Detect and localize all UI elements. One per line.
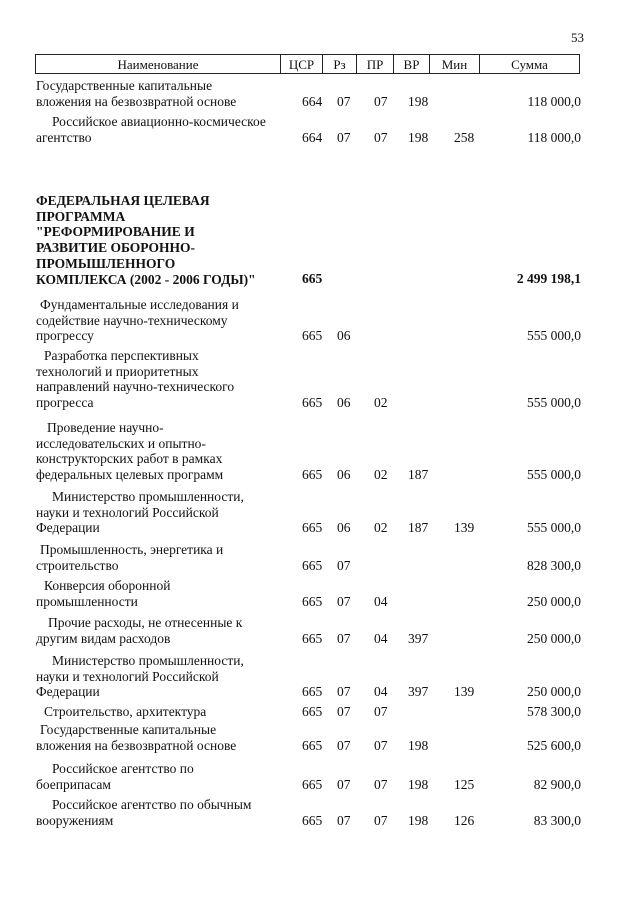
row-name-line: ПРОМЫШЛЕННОГО — [36, 255, 176, 271]
page-number: 53 — [571, 30, 584, 45]
row-rz: 06 — [337, 395, 351, 411]
header-rz: Рз — [322, 54, 357, 74]
row-name-line: боеприпасам — [36, 776, 111, 792]
row-name-line: Строительство, архитектура — [44, 704, 207, 719]
row-sum: 555 000,0 — [527, 328, 581, 344]
row-sum: 118 000,0 — [527, 129, 581, 145]
row-csr: 665 — [302, 271, 323, 287]
table-row — [0, 297, 640, 344]
table-row — [0, 578, 640, 609]
row-pr: 07 — [374, 737, 388, 753]
row-name — [36, 420, 307, 483]
row-rz: 06 — [337, 520, 351, 536]
header-sum: Сумма — [479, 54, 580, 74]
row-vr: 198 — [408, 812, 429, 828]
row-min: 139 — [454, 684, 475, 700]
row-name-line: Разработка перспективных — [44, 348, 199, 363]
row-name-line: науки и технологий Российской — [36, 668, 219, 684]
header-pr: ПР — [356, 54, 394, 74]
row-name-line: конструкторских работ в рамках — [36, 451, 223, 467]
row-rz: 07 — [337, 703, 351, 719]
row-name-line: Государственные капитальные — [40, 722, 217, 737]
row-name — [36, 722, 300, 753]
row-csr: 664 — [302, 93, 323, 109]
row-vr: 198 — [408, 737, 429, 753]
row-rz: 06 — [337, 467, 351, 483]
row-name-line: Федерации — [36, 684, 100, 700]
row-pr: 02 — [374, 520, 388, 536]
row-name-line: Промышленность, энергетика и — [40, 542, 224, 557]
row-name-line: содействие научно-техническому — [36, 312, 228, 328]
row-name — [36, 761, 312, 792]
row-csr: 665 — [302, 593, 323, 609]
row-name-line: направлений научно-технического — [36, 379, 235, 395]
row-name-line: технологий и приоритетных — [36, 363, 199, 379]
row-sum: 118 000,0 — [527, 93, 581, 109]
row-vr: 187 — [408, 520, 429, 536]
row-name-line: другим видам расходов — [36, 630, 171, 646]
row-name — [36, 578, 304, 609]
row-name-line: Прочие расходы, не отнесенные к — [48, 615, 243, 630]
header-vr: ВР — [393, 54, 430, 74]
table-row — [0, 489, 640, 536]
row-rz: 07 — [337, 630, 351, 646]
row-rz: 07 — [337, 593, 351, 609]
row-name-line: Проведение научно- — [47, 420, 164, 435]
table-row — [0, 722, 640, 753]
row-rz: 07 — [337, 776, 351, 792]
row-name-line: Федерации — [36, 520, 100, 536]
row-csr: 665 — [302, 328, 323, 344]
row-rz: 07 — [337, 737, 351, 753]
table-row — [0, 797, 640, 828]
table-row — [0, 542, 640, 573]
row-min: 125 — [454, 776, 475, 792]
row-name-line: Российское агентство по обычным — [52, 797, 252, 812]
row-min: 258 — [454, 129, 475, 145]
row-csr: 665 — [302, 812, 323, 828]
row-pr: 04 — [374, 593, 388, 609]
row-name-line: Министерство промышленности, — [52, 489, 244, 504]
row-name-line: Государственные капитальные — [36, 78, 213, 93]
row-pr: 07 — [374, 703, 388, 719]
row-csr: 664 — [302, 129, 323, 145]
row-csr: 665 — [302, 395, 323, 411]
header-csr: ЦСР — [280, 54, 323, 74]
row-name-line: Министерство промышленности, — [52, 653, 244, 668]
row-pr: 07 — [374, 776, 388, 792]
row-rz: 07 — [337, 684, 351, 700]
row-name — [36, 297, 300, 344]
row-csr: 665 — [302, 630, 323, 646]
row-name — [36, 615, 308, 646]
row-sum: 525 600,0 — [527, 737, 581, 753]
row-sum: 578 300,0 — [527, 703, 581, 719]
row-name-line: "РЕФОРМИРОВАНИЕ И — [36, 224, 195, 240]
row-name-line: агентство — [36, 129, 92, 145]
row-min: 126 — [454, 812, 475, 828]
row-name-line: федеральных целевых программ — [36, 467, 224, 483]
row-sum: 828 300,0 — [527, 557, 581, 573]
row-name-line: промышленности — [36, 593, 138, 609]
row-pr: 02 — [374, 467, 388, 483]
row-sum: 555 000,0 — [527, 520, 581, 536]
row-name-line: прогресса — [36, 395, 94, 411]
row-name — [36, 348, 304, 411]
row-vr: 198 — [408, 93, 429, 109]
row-sum: 83 300,0 — [533, 812, 581, 828]
row-csr: 665 — [302, 467, 323, 483]
row-csr: 665 — [302, 703, 323, 719]
row-name — [36, 653, 312, 700]
row-name-line: КОМПЛЕКСА (2002 - 2006 ГОДЫ)" — [36, 271, 256, 287]
row-pr: 02 — [374, 395, 388, 411]
row-name — [36, 78, 296, 109]
row-name — [36, 193, 296, 287]
row-name-line: исследовательских и опытно- — [36, 435, 206, 451]
header-name: Наименование — [35, 54, 281, 74]
row-name-line: ФЕДЕРАЛЬНАЯ ЦЕЛЕВАЯ — [36, 193, 210, 208]
row-rz: 07 — [337, 93, 351, 109]
row-rz: 07 — [337, 812, 351, 828]
row-csr: 665 — [302, 520, 323, 536]
row-name-line: Российское агентство по — [52, 761, 194, 776]
table-row — [0, 761, 640, 792]
table-row — [0, 615, 640, 646]
row-name — [36, 542, 300, 573]
row-vr: 397 — [408, 630, 429, 646]
row-name-line: ПРОГРАММА — [36, 208, 126, 224]
row-name-line: Фундаментальные исследования и — [40, 297, 239, 312]
row-sum: 555 000,0 — [527, 395, 581, 411]
row-name — [44, 704, 304, 720]
row-rz: 07 — [337, 557, 351, 573]
row-name-line: вложения на безвозвратной основе — [36, 93, 237, 109]
table-row — [0, 348, 640, 411]
row-name — [36, 489, 312, 536]
row-name — [36, 114, 312, 145]
row-pr: 04 — [374, 630, 388, 646]
row-pr: 07 — [374, 812, 388, 828]
row-name — [36, 797, 312, 828]
header-min: Мин — [429, 54, 480, 74]
row-pr: 07 — [374, 129, 388, 145]
table-row — [0, 420, 640, 483]
row-sum: 250 000,0 — [527, 630, 581, 646]
row-vr: 187 — [408, 467, 429, 483]
row-name-line: Конверсия оборонной — [44, 578, 171, 593]
row-rz: 07 — [337, 129, 351, 145]
row-rz: 06 — [337, 328, 351, 344]
row-sum: 555 000,0 — [527, 467, 581, 483]
row-sum: 250 000,0 — [527, 684, 581, 700]
row-name-line: вложения на безвозвратной основе — [36, 737, 237, 753]
row-csr: 665 — [302, 737, 323, 753]
table-row — [0, 193, 640, 287]
row-vr: 198 — [408, 776, 429, 792]
row-sum: 250 000,0 — [527, 593, 581, 609]
row-csr: 665 — [302, 684, 323, 700]
row-csr: 665 — [302, 557, 323, 573]
row-name-line: вооружениям — [36, 812, 114, 828]
table-row — [0, 114, 640, 145]
row-csr: 665 — [302, 776, 323, 792]
table-row — [0, 78, 640, 109]
row-name-line: науки и технологий Российской — [36, 504, 219, 520]
row-sum: 82 900,0 — [533, 776, 581, 792]
row-pr: 07 — [374, 93, 388, 109]
table-row — [0, 704, 640, 720]
row-min: 139 — [454, 520, 475, 536]
row-vr: 198 — [408, 129, 429, 145]
row-sum: 2 499 198,1 — [516, 271, 581, 287]
row-name-line: прогрессу — [36, 328, 94, 344]
row-vr: 397 — [408, 684, 429, 700]
row-name-line: РАЗВИТИЕ ОБОРОННО- — [36, 240, 195, 256]
row-name-line: строительство — [36, 557, 119, 573]
row-name-line: Российское авиационно-космическое — [52, 114, 266, 129]
table-row — [0, 653, 640, 700]
row-pr: 04 — [374, 684, 388, 700]
